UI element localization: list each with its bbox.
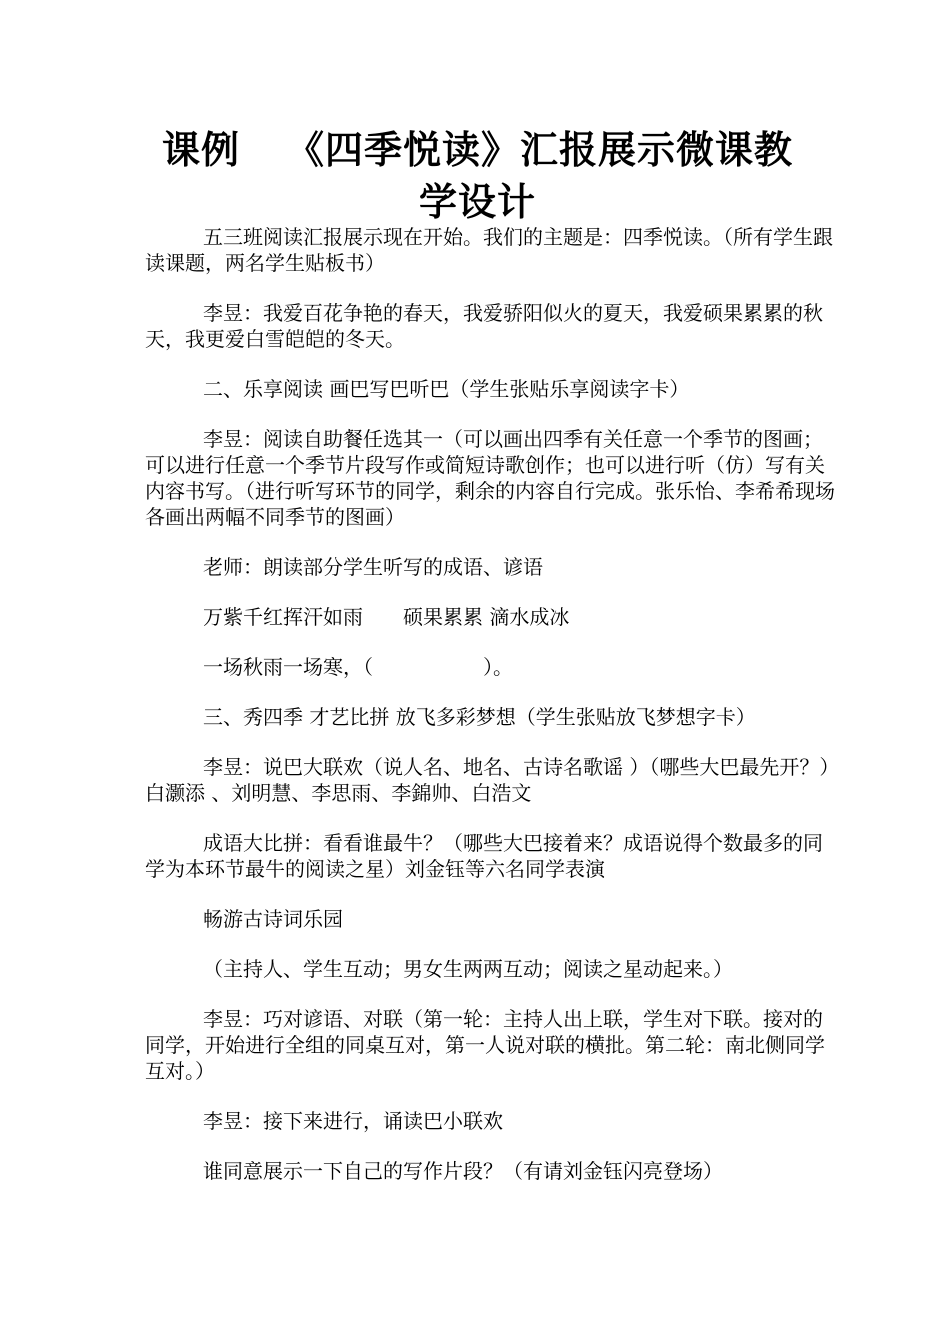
document-body [145,224,835,1208]
document-title [145,124,810,228]
paragraph: 三、秀四季 才艺比拼 放飞多彩梦想（学生张贴放飞梦想字卡） [203,705,756,729]
paragraph: 李昱：我爱百花争艳的春天，我爱骄阳似火的夏天，我爱硕果累累的秋天，我更爱白雪皑皑的冬天。 [145,301,823,351]
paragraph: 二、乐享阅读 画巴写巴听巴（学生张贴乐享阅读字卡） [203,377,690,401]
paragraph: 李昱：阅读自助餐任选其一（可以画出四季有关任意一个季节的图画；可以进行任意一个季节片段写作或简短诗歌创作；也可以进行听（仿）写有关内容书写。（进行听写环节的同学，剩余的内容自行完成。张乐怡、李希希现场各画出两幅不同季节的图画） [145,427,835,529]
paragraph: 畅游古诗词乐园 [203,907,343,931]
paragraph: 李昱：巧对谚语、对联（第一轮：主持人出上联，学生对下联。接对的同学，开始进行全组的同桌互对，第一人说对联的横批。第二轮：南北侧同学互对。） [145,1007,825,1083]
proverb-suffix: ）。 [483,655,513,679]
paragraph: 谁同意展示一下自己的写作片段？（有请刘金钰闪亮登场） [203,1159,723,1183]
idiom-group-2: 硕果累累 滴水成冰 [403,605,570,629]
idiom-group-1: 万紫千红挥汗如雨 [203,605,363,629]
paragraph-idioms [145,604,835,630]
proverb-prefix: 一场秋雨一场寒，（ [203,655,373,679]
title-part-1: 课例 [161,128,240,172]
paragraph: 李昱：接下来进行，诵读巴小联欢 [203,1109,503,1133]
paragraph: 李昱：说巴大联欢（说人名、地名、古诗名歌谣 ）（哪些大巴最先开？）白灏添 、刘明慧、李思雨、李錦帅、白浩文 [145,755,830,805]
paragraph: 老师：朗读部分学生听写的成语、谚语 [203,555,543,579]
paragraph: 五三班阅读汇报展示现在开始。我们的主题是：四季悦读。（所有学生跟读课题，两名学生贴板书） [145,225,833,275]
paragraph: （主持人、学生互动；男女生两两互动；阅读之星动起来。） [203,957,733,981]
title-part-2: 《四季悦读》汇报展示微课教学设计 [286,128,794,224]
paragraph-fill-blank [145,654,835,680]
paragraph: 成语大比拼：看看谁最牛？（哪些大巴接着来？成语说得个数最多的同学为本环节最牛的阅读之星）刘金钰等六名同学表演 [145,831,823,881]
